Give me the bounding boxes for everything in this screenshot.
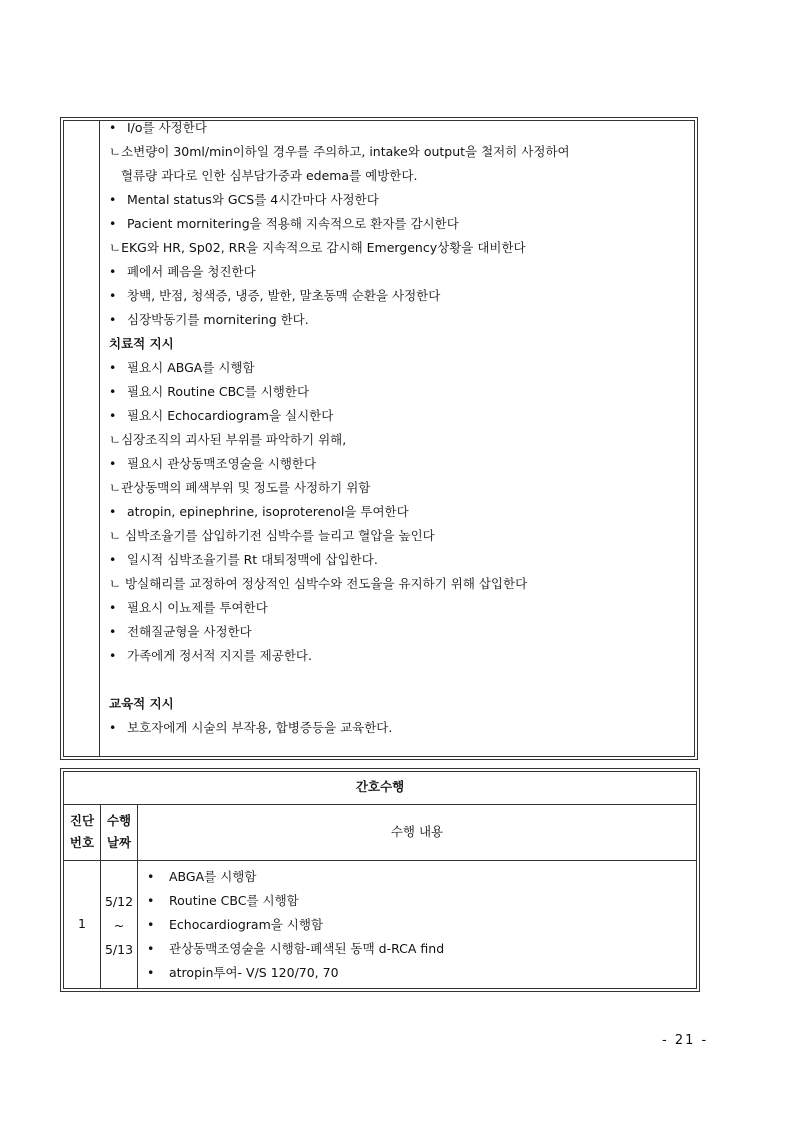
column-divider: [99, 121, 100, 756]
plan-line-text: ㄴ관상동맥의 폐색부위 및 정도를 사정하기 위함: [109, 480, 371, 495]
bullet-icon: •: [147, 917, 155, 932]
plan-line-text: Mental status와 GCS를 4시간마다 사정한다: [127, 192, 379, 207]
bullet-icon: •: [109, 192, 117, 207]
bullet-icon: •: [109, 504, 117, 519]
implementation-item-text: 관상동맥조영술을 시행함-폐색된 동맥 d-RCA find: [169, 941, 445, 956]
plan-line: [109, 479, 370, 497]
plan-line: [109, 527, 435, 545]
plan-line-text: 창백, 반점, 청색증, 냉증, 발한, 말초동맥 순환을 사정한다: [127, 288, 441, 303]
plan-line: [109, 143, 570, 161]
bullet-icon: •: [147, 869, 155, 884]
page-number: - 21 -: [662, 1033, 709, 1048]
bullet-icon: •: [109, 216, 117, 231]
plan-line-text: 전해질균형을 사정한다: [127, 624, 252, 639]
bullet-icon: •: [109, 648, 117, 663]
plan-line: [109, 431, 346, 449]
bullet-icon: •: [109, 408, 117, 423]
plan-line-text: 필요시 관상동맥조영술을 시행한다: [127, 456, 317, 471]
bullet-icon: •: [109, 624, 117, 639]
plan-line-text: 필요시 Echocardiogram을 실시한다: [127, 408, 334, 423]
nursing-implementation-table: [60, 768, 700, 992]
bullet-icon: •: [109, 120, 117, 135]
bullet-icon: •: [109, 720, 117, 735]
plan-line-text: ㄴ 심박조율기를 삽입하기전 심박수를 늘리고 혈압을 높인다: [109, 528, 435, 543]
date-range: 5/12 ~ 5/13: [104, 894, 134, 957]
plan-continuation-box: [60, 117, 698, 760]
plan-line-text: 보호자에게 시술의 부작용, 합병증등을 교육한다.: [127, 720, 393, 735]
plan-line-text: 일시적 심박조율기를 Rt 대퇴정맥에 삽입한다.: [127, 552, 378, 567]
bullet-icon: •: [109, 312, 117, 327]
plan-line-text: atropin, epinephrine, isoproterenol을 투여한다: [127, 504, 409, 519]
plan-line-text: 가족에게 정서적 지지를 제공한다.: [127, 648, 312, 663]
implementation-item-text: Echocardiogram을 시행함: [169, 917, 324, 932]
bullet-icon: •: [109, 264, 117, 279]
implementation-item-text: Routine CBC를 시행함: [169, 893, 299, 908]
content-header: 수행 내용: [390, 824, 444, 839]
implementation-item-text: ABGA를 시행함: [169, 869, 257, 884]
section-heading: [109, 335, 174, 353]
implementation-item-text: atropin투여- V/S 120/70, 70: [169, 965, 339, 980]
bullet-icon: •: [109, 456, 117, 471]
plan-line-text: 필요시 ABGA를 시행함: [127, 360, 255, 375]
date-header: 수행 날짜: [106, 813, 132, 850]
plan-line-text: ㄴ 방실해리를 교정하여 정상적인 심박수와 전도율을 유지하기 위해 삽입한다: [109, 576, 528, 591]
plan-line-text: 필요시 이뇨제를 투여한다: [127, 600, 268, 615]
bullet-icon: •: [109, 600, 117, 615]
plan-line-text: ㄴ소변량이 30ml/min이하일 경우를 주의하고, intake와 output을 철저히 사정하여: [109, 144, 570, 159]
bullet-icon: •: [109, 552, 117, 567]
diagnosis-no: 1: [78, 916, 86, 931]
table-title: 간호수행: [355, 779, 405, 794]
plan-line-text: ㄴEKG와 HR, Sp02, RR을 지속적으로 감시해 Emergency상황을 대비한다: [109, 240, 526, 255]
plan-line: [109, 239, 526, 257]
plan-line-text: 폐에서 폐음을 청진한다: [127, 264, 256, 279]
plan-line-text: 필요시 Routine CBC를 시행한다: [127, 384, 310, 399]
plan-line-text: 심장박동기를 mornitering 한다.: [127, 312, 309, 327]
section-heading: [109, 695, 174, 713]
plan-line: [109, 575, 527, 593]
plan-line-text: ㄴ심장조직의 괴사된 부위를 파악하기 위해,: [109, 432, 347, 447]
diagnosis-no-header: 진단 번호: [69, 813, 95, 850]
plan-line-text: 교육적 지시: [109, 696, 174, 711]
bullet-icon: •: [147, 893, 155, 908]
bullet-icon: •: [147, 965, 155, 980]
bullet-icon: •: [109, 288, 117, 303]
plan-line-text: I/o를 사정한다: [127, 120, 207, 135]
bullet-icon: •: [147, 941, 155, 956]
bullet-icon: •: [109, 360, 117, 375]
plan-line-text: 혈류량 과다로 인한 심부담가중과 edema를 예방한다.: [121, 168, 418, 183]
plan-line-text: 치료적 지시: [109, 336, 174, 351]
bullet-icon: •: [109, 384, 117, 399]
plan-line-text: Pacient mornitering을 적용해 지속적으로 환자를 감시한다: [127, 216, 459, 231]
